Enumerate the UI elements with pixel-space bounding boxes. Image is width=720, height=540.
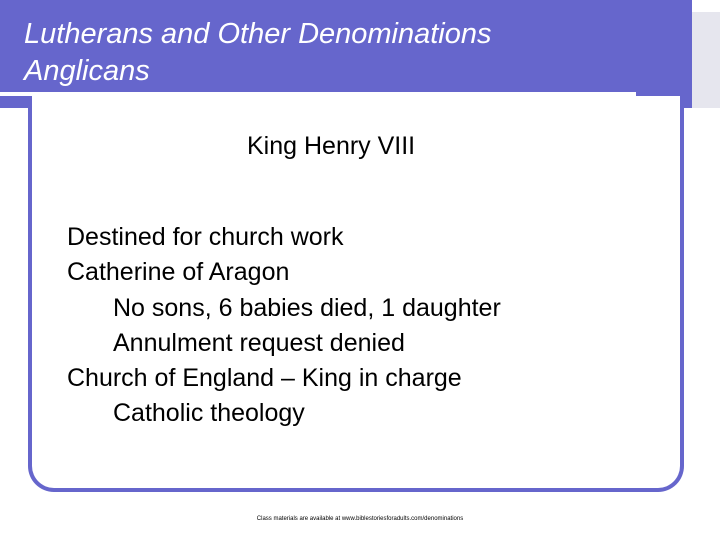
bullet-list bbox=[67, 220, 501, 432]
bullet-item: Church of England – King in charge bbox=[67, 364, 462, 393]
bullet-item: Destined for church work bbox=[67, 223, 344, 251]
title-line-2: Anglicans bbox=[24, 55, 150, 87]
slide-title bbox=[24, 16, 492, 90]
sub-bullet-item: Annulment request denied bbox=[113, 328, 405, 357]
title-line-1: Lutherans and Other Denominations bbox=[24, 18, 492, 50]
title-band bbox=[0, 0, 692, 108]
subheading: King Henry VIII bbox=[247, 132, 416, 160]
sub-bullet-item: Catholic theology bbox=[113, 399, 305, 428]
sub-bullet-item: No sons, 6 babies died, 1 daughter bbox=[113, 293, 501, 322]
title-shadow bbox=[692, 12, 720, 108]
bullet-item: Catherine of Aragon bbox=[67, 258, 290, 287]
footer-note: Class materials are available at www.biblestoriesforadults.com/denominations bbox=[256, 516, 464, 522]
